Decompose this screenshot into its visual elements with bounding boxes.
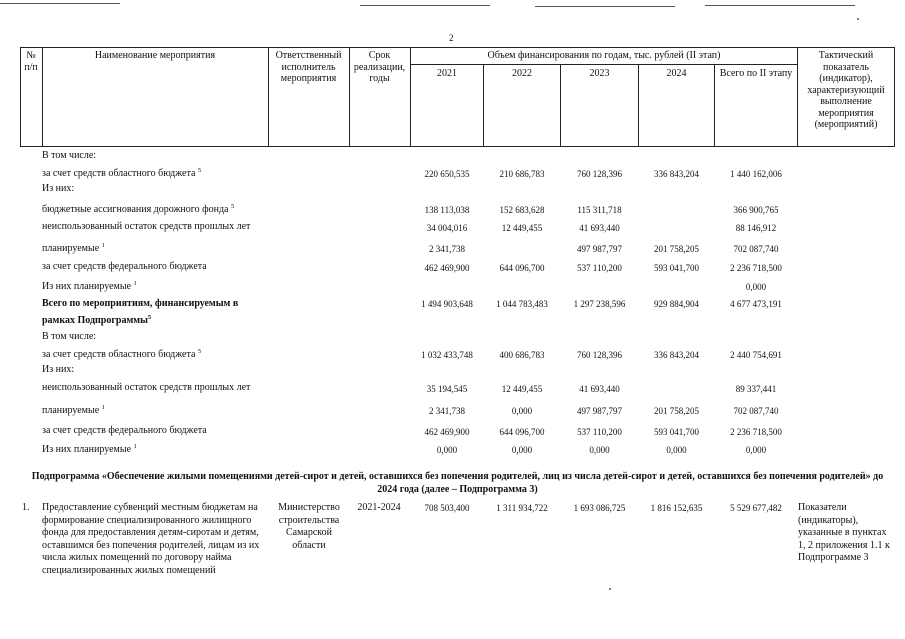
row-value: 497 987,797	[577, 244, 622, 254]
row-value: 2 341,738	[429, 244, 465, 254]
row-value: 1 297 238,596	[573, 299, 626, 309]
row-value: 88 146,912	[735, 223, 777, 233]
header-name: Наименование мероприятия	[94, 50, 216, 61]
header-year-2023: 2023	[589, 68, 610, 79]
row-value: 115 311,718	[577, 205, 622, 215]
row-value: 35 194,545	[426, 384, 468, 394]
header-responsible: Ответственный исполнитель мероприятия	[275, 50, 342, 84]
row-value: 0,000	[745, 282, 767, 292]
row-value: 593 041,700	[654, 263, 699, 273]
row-value: 34 004,016	[426, 223, 468, 233]
row-label-text: за счет средств федерального бюджета	[42, 425, 207, 436]
measure-indicator: Показатели (индикаторы), указанные в пунктах 1, 2 приложения 1.1 к Подпрограмме 3	[798, 502, 890, 563]
footnote-mark: 5	[231, 203, 235, 210]
row-value: 201 758,205	[654, 244, 699, 254]
row-label-text: за счет средств федерального бюджета	[42, 261, 207, 272]
row-label	[42, 280, 137, 292]
row-label-text: неиспользованный остаток средств прошлых лет	[42, 221, 251, 232]
row-value: 644 096,700	[499, 263, 545, 273]
row-value: 537 110,200	[577, 427, 622, 437]
measure-number: 1.	[22, 502, 30, 513]
row-label-text: Из них:	[42, 364, 75, 375]
row-value: 1 044 783,483	[496, 299, 548, 309]
page-number: 2	[449, 33, 454, 43]
row-value: 929 884,904	[654, 299, 699, 309]
footnote-mark: 5	[197, 348, 202, 355]
row-value: 644 096,700	[499, 427, 545, 437]
header-top-border	[20, 47, 895, 48]
footnote-mark: 1	[133, 443, 137, 450]
row-value: 1 032 433,748	[421, 350, 473, 360]
measure-value-2022: 1 311 934,722	[496, 503, 548, 513]
row-value: 0,000	[666, 445, 687, 455]
row-label	[42, 443, 137, 455]
row-label-text: за счет средств областного бюджета	[42, 168, 196, 179]
header-col-border	[42, 47, 43, 147]
header-year-2022: 2022	[512, 68, 532, 79]
row-label	[42, 242, 105, 254]
row-value: 41 693,440	[579, 223, 620, 233]
scan-speck	[857, 18, 859, 20]
scan-line	[705, 5, 855, 6]
row-value: 4 677 473,191	[730, 299, 782, 309]
row-value: 760 128,396	[577, 350, 622, 360]
header-year-2021: 2021	[437, 68, 457, 79]
row-value: 0,000	[511, 406, 533, 416]
measure-value-2023: 1 693 086,725	[573, 503, 626, 513]
scan-line	[535, 6, 675, 7]
row-value: 2 236 718,500	[730, 263, 782, 273]
row-value: 336 843,204	[654, 350, 699, 360]
row-value: 1 440 162,006	[730, 169, 782, 179]
row-value: 0,000	[436, 445, 458, 455]
row-value: 220 650,535	[424, 169, 470, 179]
row-value: 138 113,038	[424, 205, 470, 215]
row-value: 366 900,765	[733, 205, 779, 215]
scan-line	[360, 5, 490, 6]
footnote-mark: 1	[133, 280, 137, 287]
subprogram-title: Подпрограмма «Обеспечение жилыми помещениями детей-сирот и детей, оставшихся без попечения родителей, лиц из числа детей-сирот и детей, оставшихся без попечения родителей» до 2024 года (далее – Подпрограмма 3)	[31, 471, 884, 495]
row-value: 400 686,783	[499, 350, 545, 360]
row-value: 2 440 754,691	[730, 350, 782, 360]
header-financing: Объем финансирования по годам, тыс. рублей (II этап)	[487, 50, 721, 61]
header-no: № п/п	[24, 50, 38, 73]
row-label	[42, 183, 74, 194]
footnote-mark: 5	[147, 314, 152, 321]
row-label-text: Из них планируемые	[42, 444, 132, 455]
header-bottom-border	[20, 146, 895, 147]
measure-responsible: Министерство строительства Самарской области	[278, 502, 340, 551]
row-label	[42, 221, 250, 232]
row-value: 462 469,900	[424, 263, 470, 273]
footnote-mark: 1	[101, 404, 105, 411]
row-value: 497 987,797	[577, 406, 622, 416]
row-value: 593 041,700	[654, 427, 699, 437]
measure-name: Предоставление субвенций местным бюджетам на формирование специализированного жилищного фонда для предоставления детям-сиротам и детям, оставшимся без попечения родителей, лицам из их числа жилых помещений по договору найма специализированных жилых помещений	[42, 502, 260, 576]
header-indicator: Тактический показатель (индикатор), характеризующий выполнение мероприятия (мероприятий)	[807, 50, 885, 130]
footnote-mark: 1	[101, 242, 105, 249]
row-label	[42, 261, 207, 272]
measure-term: 2021-2024	[357, 502, 401, 513]
row-value: 462 469,900	[424, 427, 470, 437]
header-col-border	[894, 47, 895, 147]
footnote-mark: 5	[197, 167, 202, 174]
row-value: 201 758,205	[654, 406, 699, 416]
measure-value-2024: 1 816 152,635	[650, 503, 703, 513]
row-label	[42, 382, 250, 393]
row-label	[42, 425, 207, 436]
header-term: Срок реализации, годы	[353, 50, 406, 84]
row-label	[42, 150, 96, 161]
row-value: 0,000	[589, 445, 610, 455]
row-value: 2 341,738	[429, 406, 465, 416]
row-label	[42, 203, 234, 215]
row-label-text: бюджетные ассигнования дорожного фонда	[42, 204, 229, 215]
row-label-text: Из них:	[42, 183, 75, 194]
row-label-text: В том числе:	[42, 331, 97, 342]
header-col-border	[410, 47, 411, 147]
header-col-border	[797, 47, 798, 147]
row-label-text: планируемые	[42, 405, 100, 416]
row-label	[42, 167, 201, 179]
row-label-text: рамках Подпрограммы	[42, 315, 148, 326]
financing-subheader-border	[410, 64, 797, 65]
row-label	[42, 348, 201, 360]
measure-value-2021: 708 503,400	[424, 503, 470, 513]
row-value: 210 686,783	[499, 169, 545, 179]
row-value: 0,000	[511, 445, 533, 455]
row-label-text: неиспользованный остаток средств прошлых лет	[42, 382, 251, 393]
row-label	[42, 364, 74, 375]
scan-speck	[609, 588, 611, 590]
scan-line	[0, 3, 120, 4]
row-value: 336 843,204	[654, 169, 699, 179]
row-label	[42, 404, 105, 416]
row-value: 1 494 903,648	[421, 299, 473, 309]
header-year-2024: 2024	[666, 68, 687, 79]
row-value: 760 128,396	[577, 169, 622, 179]
row-label-line: Всего по мероприятиям, финансируемым в	[42, 298, 239, 309]
row-value: 2 236 718,500	[730, 427, 782, 437]
row-label-text: планируемые	[42, 243, 100, 254]
row-value: 702 087,740	[733, 244, 779, 254]
row-label-text: за счет средств областного бюджета	[42, 349, 196, 360]
row-value: 41 693,440	[579, 384, 620, 394]
measure-value-total: 5 529 677,482	[730, 503, 782, 513]
row-value: 89 337,441	[735, 384, 777, 394]
row-label	[42, 331, 96, 342]
row-label-text: В том числе:	[42, 150, 97, 161]
row-label	[42, 297, 238, 328]
header-total: Всего по II этапу	[719, 68, 793, 79]
row-value: 12 449,455	[501, 223, 543, 233]
row-value: 152 683,628	[499, 205, 545, 215]
row-value: 702 087,740	[733, 406, 779, 416]
row-label-line	[42, 311, 238, 328]
row-value: 537 110,200	[577, 263, 622, 273]
row-value: 12 449,455	[501, 384, 543, 394]
row-label-text: Из них планируемые	[42, 281, 132, 292]
row-value: 0,000	[745, 445, 767, 455]
